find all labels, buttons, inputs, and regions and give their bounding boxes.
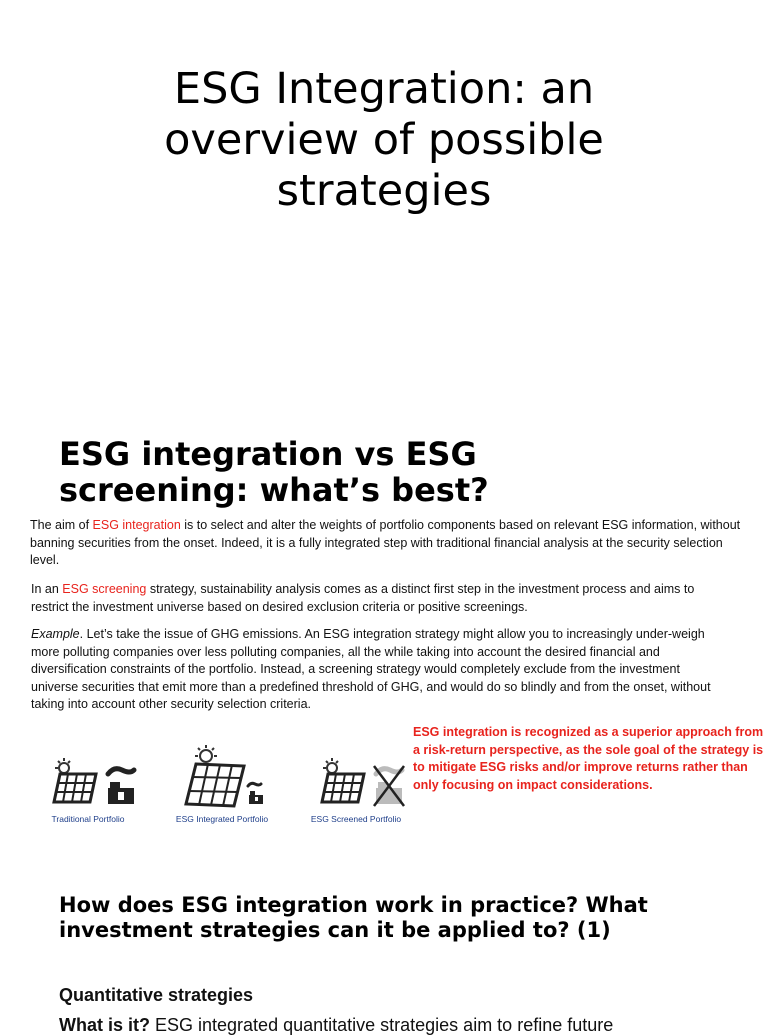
solar-and-factory-icon <box>38 744 138 810</box>
section-heading-line-1: ESG integration vs ESG <box>59 435 477 473</box>
truncated-text <box>59 1014 613 1036</box>
paragraph-text: ESG integrated quantitative strategies aim to refine future <box>150 1015 614 1035</box>
slide-title <box>0 64 768 217</box>
portfolio-caption: Traditional Portfolio <box>51 814 125 824</box>
example-paragraph <box>31 626 711 714</box>
paragraph-text: . Let’s take the issue of GHG emissions. An ESG integration strategy might allow you to increasingly under-weigh more polluting companies over less polluting companies, all the while taking into account the desired financial and diversification constraints of the portfolio. Instead, a screening strategy would completely exclude from the investment universe securities that emit more than a predefined threshold of GHG, and would do so blindly and from the onset, without taking into account other security selection criteria. <box>31 627 711 711</box>
callout-text: ESG integration is recognized as a superior approach from a risk-return perspective, as the sole goal of the strategy is to mitigate ESG risks and/or improve returns rather than only focusing on impact considerations. <box>413 725 764 792</box>
screening-paragraph <box>31 581 731 616</box>
portfolio-caption: ESG Integrated Portfolio <box>175 814 269 824</box>
screened-portfolio-figure <box>291 744 421 824</box>
paragraph-text: is to select and alter the weights of portfolio components based on relevant ESG information, without banning securities from the onset. Indeed, it is a fully integrated step with traditional financial analysis at the security selection level. <box>30 518 741 567</box>
traditional-portfolio-figure <box>23 744 153 824</box>
integration-paragraph <box>30 517 755 570</box>
slide-title-line-1: ESG Integration: an <box>173 64 595 114</box>
integrated-portfolio-figure <box>157 744 287 824</box>
example-label: Example <box>31 627 80 641</box>
what-is-it-label: What is it? <box>59 1015 150 1035</box>
paragraph-text: strategy, sustainability analysis comes as a distinct first step in the investment process and aims to restrict the investment universe based on desired exclusion criteria or positive screenings. <box>31 582 695 614</box>
section-heading-line-2: screening: what’s best? <box>59 471 489 509</box>
portfolio-caption: ESG Screened Portfolio <box>310 814 402 824</box>
section-heading <box>59 436 759 508</box>
large-solar-small-factory-icon <box>172 744 272 810</box>
highlight-esg-screening: ESG screening <box>62 582 147 596</box>
slide-title-line-2: overview of possible <box>164 115 604 165</box>
quantitative-subheading: Quantitative strategies <box>59 985 254 1005</box>
highlight-esg-integration: ESG integration <box>92 518 181 532</box>
solar-and-crossed-factory-icon <box>306 744 406 810</box>
slide-title-line-3: strategies <box>276 166 492 216</box>
paragraph-text: In an <box>31 582 63 596</box>
practice-heading: How does ESG integration work in practice? What investment strategies can it be applied to? (1) <box>59 893 648 942</box>
paragraph-text: The aim of <box>30 518 93 532</box>
